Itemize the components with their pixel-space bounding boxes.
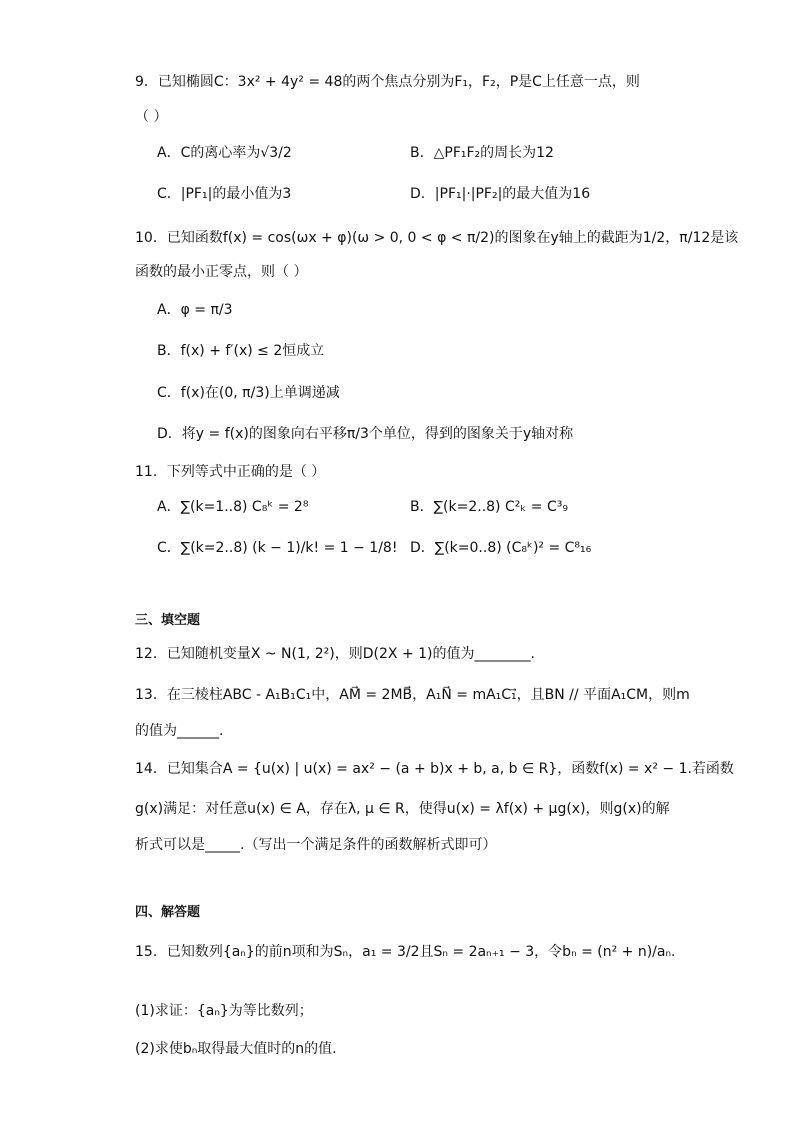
q13-line2: 的值为______. bbox=[135, 723, 224, 739]
q10-option-a: A．φ = π/3 bbox=[157, 302, 233, 318]
q15-part1: (1)求证：{aₙ}为等比数列； bbox=[135, 1003, 313, 1019]
q14-line2: g(x)满足：对任意u(x) ∈ A，存在λ, μ ∈ R，使得u(x) = λf(x) + μg(x)，则g(x)的解 bbox=[135, 801, 670, 817]
q9-option-b: B．△PF₁F₂的周长为12 bbox=[410, 145, 554, 161]
section-fill-in-heading: 三、填空题 bbox=[135, 613, 201, 628]
q11-stem: 11．下列等式中正确的是（ ） bbox=[135, 464, 326, 480]
q15-part2: (2)求使bₙ取得最大值时的n的值. bbox=[135, 1041, 337, 1057]
q11-option-c: C．∑(k=2..8) (k − 1)/k! = 1 − 1/8! bbox=[157, 540, 398, 556]
q10-option-b: B．f(x) + f′(x) ≤ 2恒成立 bbox=[157, 343, 325, 359]
q11-option-a: A．∑(k=1..8) C₈ᵏ = 2⁸ bbox=[157, 499, 309, 515]
section-answer-heading: 四、解答题 bbox=[135, 905, 201, 920]
q9-option-a: A．C的离心率为√3/2 bbox=[157, 145, 292, 161]
q9-option-d: D．|PF₁|·|PF₂|的最大值为16 bbox=[410, 186, 591, 202]
q15-stem: 15．已知数列{aₙ}的前n项和为Sₙ，a₁ = 3/2且Sₙ = 2aₙ₊₁ − 3，令bₙ = (n² + n)/aₙ. bbox=[135, 944, 676, 960]
q11-option-d: D．∑(k=0..8) (C₈ᵏ)² = C⁸₁₆ bbox=[410, 540, 592, 556]
q13-line1: 13．在三棱柱ABC - A₁B₁C₁中，AM⃗ = 2MB⃗，A₁N⃗ = mA₁C₁⃗，且BN // 平面A₁CM，则m bbox=[135, 687, 690, 703]
q9-stem: 9．已知椭圆C：3x² + 4y² = 48的两个焦点分别为F₁，F₂，P是C上任意一点，则 bbox=[135, 74, 640, 90]
q10-option-c: C．f(x)在(0, π/3)上单调递减 bbox=[157, 385, 340, 401]
q9-option-c: C．|PF₁|的最小值为3 bbox=[157, 186, 292, 202]
q10-stem-cont: 函数的最小正零点，则（ ） bbox=[135, 264, 308, 280]
q14-line3: 析式可以是_____.（写出一个满足条件的函数解析式即可） bbox=[135, 837, 497, 853]
q9-paren: （ ） bbox=[135, 109, 168, 125]
q10-stem: 10．已知函数f(x) = cos(ωx + φ)(ω > 0, 0 < φ < π/2)的图象在y轴上的截距为1/2，π/12是该 bbox=[135, 230, 739, 246]
q12-text: 12．已知随机变量X ~ N(1, 2²)，则D(2X + 1)的值为________. bbox=[135, 646, 535, 662]
q10-option-d: D．将y = f(x)的图象向右平移π/3个单位，得到的图象关于y轴对称 bbox=[157, 426, 574, 442]
q14-line1: 14．已知集合A = {u(x) | u(x) = ax² − (a + b)x + b, a, b ∈ R}，函数f(x) = x² − 1.若函数 bbox=[135, 761, 734, 777]
q11-option-b: B．∑(k=2..8) C²ₖ = C³₉ bbox=[410, 499, 568, 515]
